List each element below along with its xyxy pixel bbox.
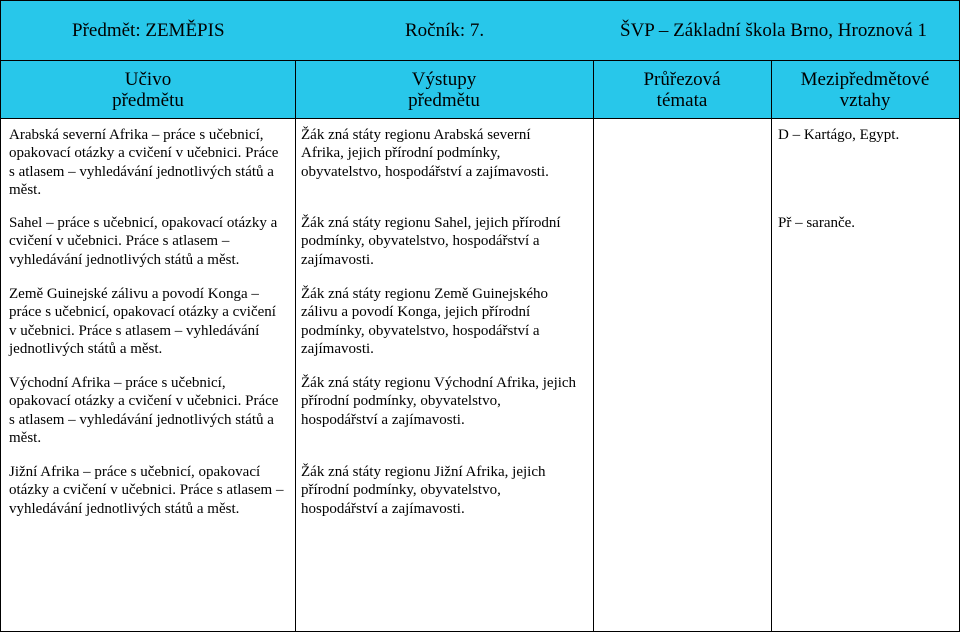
column-header-line: předmětu [112, 90, 184, 111]
curriculum-cell: Arabská severní Afrika – práce s učebnicí, opakovací otázky a cvičení v učebnici. Práce s atlasem – vyhledávání jednotlivých států a měst. [9, 127, 279, 199]
outcomes-cell: Žák zná státy regionu Země Guinejského zálivu a povodí Konga, jejich přírodní podmínky, obyvatelstvo, hospodářství a zajímavosti. [301, 286, 549, 358]
column-header-line: předmětu [408, 90, 480, 111]
subject-title: Předmět: ZEMĚPIS [72, 20, 225, 41]
curriculum-cell: Sahel – práce s učebnicí, opakovací otázky a cvičení v učebnici. Práce s atlasem – vyhledávání jednotlivých států a měst. [9, 215, 278, 268]
column-header-cross-topics [593, 69, 771, 111]
document-header [1, 1, 959, 61]
column-header-line: témata [656, 90, 708, 111]
column-header-outcomes [295, 69, 593, 111]
outcomes-cell: Žák zná státy regionu Jižní Afrika, jejich přírodní podmínky, obyvatelstvo, hospodářství a zajímavosti. [301, 464, 546, 517]
column-header-line: Průřezová [643, 69, 721, 90]
column-header-curriculum [1, 69, 295, 111]
column-divider [771, 61, 772, 631]
interdisciplinary-cell: Př – saranče. [778, 215, 856, 231]
curriculum-cell: Východní Afrika – práce s učebnicí, opakovací otázky a cvičení v učebnici. Práce s atlasem – vyhledávání jednotlivých států a měst. [9, 375, 279, 447]
outcomes-cell: Žák zná státy regionu Arabská severní Afrika, jejich přírodní podmínky, obyvatelstvo, hospodářství a zajímavosti. [301, 127, 549, 180]
outcomes-cell: Žák zná státy regionu Východní Afrika, jejich přírodní podmínky, obyvatelstvo, hospodářství a zajímavosti. [301, 375, 577, 428]
column-header-interdisciplinary [771, 69, 959, 111]
curriculum-cell: Jižní Afrika – práce s učebnicí, opakovací otázky a cvičení v učebnici. Práce s atlasem – vyhledávání jednotlivých států a měst. [9, 464, 284, 517]
grade-title: Ročník: 7. [405, 20, 485, 41]
column-header-line: Mezipředmětové [800, 69, 930, 90]
column-header-line: Učivo [124, 69, 172, 90]
school-title: ŠVP – Základní škola Brno, Hroznová 1 [620, 20, 927, 41]
interdisciplinary-cell: D – Kartágo, Egypt. [778, 127, 900, 143]
column-divider [295, 61, 296, 631]
column-header-row [1, 61, 959, 119]
column-divider [593, 61, 594, 631]
column-header-line: vztahy [839, 90, 891, 111]
column-header-line: Výstupy [411, 69, 477, 90]
outcomes-cell: Žák zná státy regionu Sahel, jejich přírodní podmínky, obyvatelstvo, hospodářství a zajímavosti. [301, 215, 561, 268]
curriculum-cell: Země Guinejské zálivu a povodí Konga – práce s učebnicí, opakovací otázky a cvičení v učebnici. Práce s atlasem – vyhledávání jednotlivých států a měst. [9, 286, 276, 358]
